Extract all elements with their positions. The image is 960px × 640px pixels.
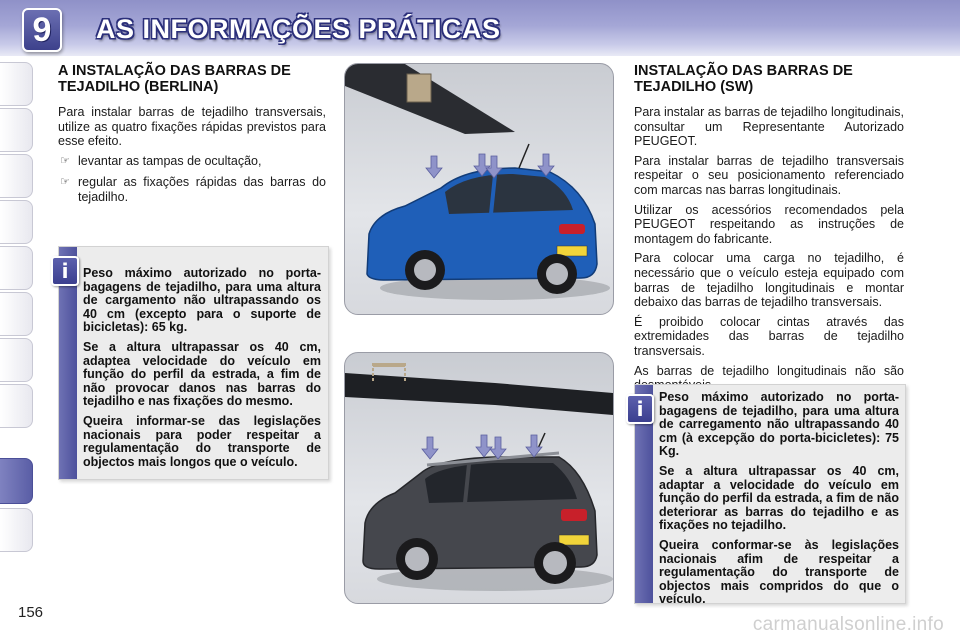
tail-light bbox=[559, 224, 585, 234]
chapter-tab-active[interactable] bbox=[0, 458, 33, 504]
wheel-rim bbox=[543, 551, 567, 575]
licence-plate bbox=[557, 246, 587, 256]
pointing-hand-icon: ☞ bbox=[60, 154, 70, 167]
sw-paragraph: Para colocar uma carga no tejadilho, é necessário que o veículo esteja equipado com barras de tejadilho longitudinais e montar debaixo das barras de tejadilho transversais. bbox=[634, 251, 904, 310]
hatchback-car-illustration bbox=[345, 64, 613, 314]
section-title-berlina: A INSTALAÇÃO DAS BARRAS DE TEJADILHO (BERLINA) bbox=[58, 63, 291, 95]
sw-car-illustration bbox=[345, 353, 613, 603]
info-paragraph: Se a altura ultrapassar os 40 cm, adaptea velocidade do veículo em função do perfil da estrada, a fim de não provocar danos nas barras do tejadilho e nas fixações do mesmo. bbox=[83, 339, 321, 409]
info-paragraph: Queira informar-se das legislações nacionais para poder respeitar a regulamentação do transporte de objectos mais longos que o veículo. bbox=[83, 413, 321, 469]
sw-paragraph: Utilizar os acessórios recomendados pela PEUGEOT respeitando as instruções de montagem do fabricante. bbox=[634, 202, 904, 246]
watermark: carmanualsonline.info bbox=[752, 614, 944, 635]
bullet-item: ☞ levantar as tampas de ocultação, bbox=[60, 153, 262, 168]
chapter-tab[interactable] bbox=[0, 508, 33, 552]
down-arrow-icon bbox=[476, 435, 492, 457]
rail-mark bbox=[373, 363, 405, 367]
chapter-tab[interactable] bbox=[0, 292, 33, 336]
down-arrow-icon bbox=[426, 156, 442, 178]
sw-paragraph: Para instalar barras de tejadilho transversais respeitar o seu posicionamento referenciado com marcas nas barras longitudinais. bbox=[634, 153, 904, 197]
licence-plate bbox=[559, 535, 589, 545]
berlina-intro-paragraph: Para instalar barras de tejadilho transversais, utilize as quatro fixações rápidas previstos para esse efeito. bbox=[58, 105, 326, 149]
down-arrow-icon bbox=[490, 437, 506, 459]
wheel-rim bbox=[405, 547, 429, 571]
sw-paragraph: É proibido colocar cintas através das extremidades das barras de tejadilho transversais. bbox=[634, 314, 904, 358]
info-box-text bbox=[83, 267, 321, 475]
chapter-header bbox=[0, 0, 960, 56]
chapter-tab[interactable] bbox=[0, 246, 33, 290]
wheel-rim bbox=[546, 263, 568, 285]
right-column bbox=[634, 63, 904, 398]
chapter-tab[interactable] bbox=[0, 108, 33, 152]
left-column bbox=[58, 63, 326, 212]
info-paragraph: Se a altura ultrapassar os 40 cm, adaptar a velocidade do veículo em função do perfil da estrada, a fim de não deteriorar as barras do tejadilho e as fixações no tejadilho. bbox=[659, 463, 899, 533]
photo-hatchback-roof-bars bbox=[344, 63, 614, 315]
tail-light bbox=[561, 509, 587, 521]
chapter-tab[interactable] bbox=[0, 200, 33, 244]
chapter-tab[interactable] bbox=[0, 62, 33, 106]
info-box-berlina bbox=[58, 246, 329, 480]
chapter-number-badge: 9 bbox=[22, 8, 62, 52]
section-title-sw: INSTALAÇÃO DAS BARRAS DE TEJADILHO (SW) bbox=[634, 63, 853, 95]
antenna bbox=[519, 144, 529, 168]
info-paragraph: Peso máximo autorizado no porta-bagagens de tejadilho, para uma altura de cargamento não ultrapassando os 40 cm (excepto para o suporte de bicicletas): 65 kg. bbox=[83, 266, 321, 335]
info-box-sw bbox=[634, 384, 906, 607]
info-icon: i bbox=[51, 256, 79, 286]
info-paragraph: Peso máximo autorizado no porta-bagagens de tejadilho, para uma altura de carregamento não ultrapassando 40 cm (à excepção do porta-bicicletes): 75 Kg. bbox=[659, 390, 899, 459]
page-number: 156 bbox=[18, 604, 44, 621]
photo-sw-roof-bars bbox=[344, 352, 614, 604]
roof-clip bbox=[407, 74, 431, 102]
chapter-title: AS INFORMAÇÕES PRÁTICAS bbox=[96, 14, 501, 44]
info-paragraph: Queira conformar-se às legislações nacionais afim de respeitar a regulamentação do transporte de objectos mais compridos do que o veículo. bbox=[659, 537, 899, 607]
down-arrow-icon bbox=[422, 437, 438, 459]
sw-paragraph: Para instalar as barras de tejadilho longitudinais, consultar um Representante Autorizado PEUGEOT. bbox=[634, 105, 904, 149]
info-box-text bbox=[659, 391, 899, 613]
info-icon: i bbox=[626, 394, 654, 424]
chapter-tab[interactable] bbox=[0, 154, 33, 198]
longitudinal-rail-inset bbox=[345, 373, 613, 415]
sw-paragraph: As barras de tejadilho longitudinais não são bbox=[634, 363, 904, 378]
wheel-rim bbox=[414, 259, 436, 281]
chapter-tab[interactable] bbox=[0, 384, 33, 428]
chapter-tab[interactable] bbox=[0, 338, 33, 382]
bullet-item: ☞ regular as fixações rápidas das barras do tejadilho. bbox=[60, 175, 326, 204]
car-windows bbox=[425, 463, 577, 503]
pointing-hand-icon: ☞ bbox=[60, 176, 70, 189]
